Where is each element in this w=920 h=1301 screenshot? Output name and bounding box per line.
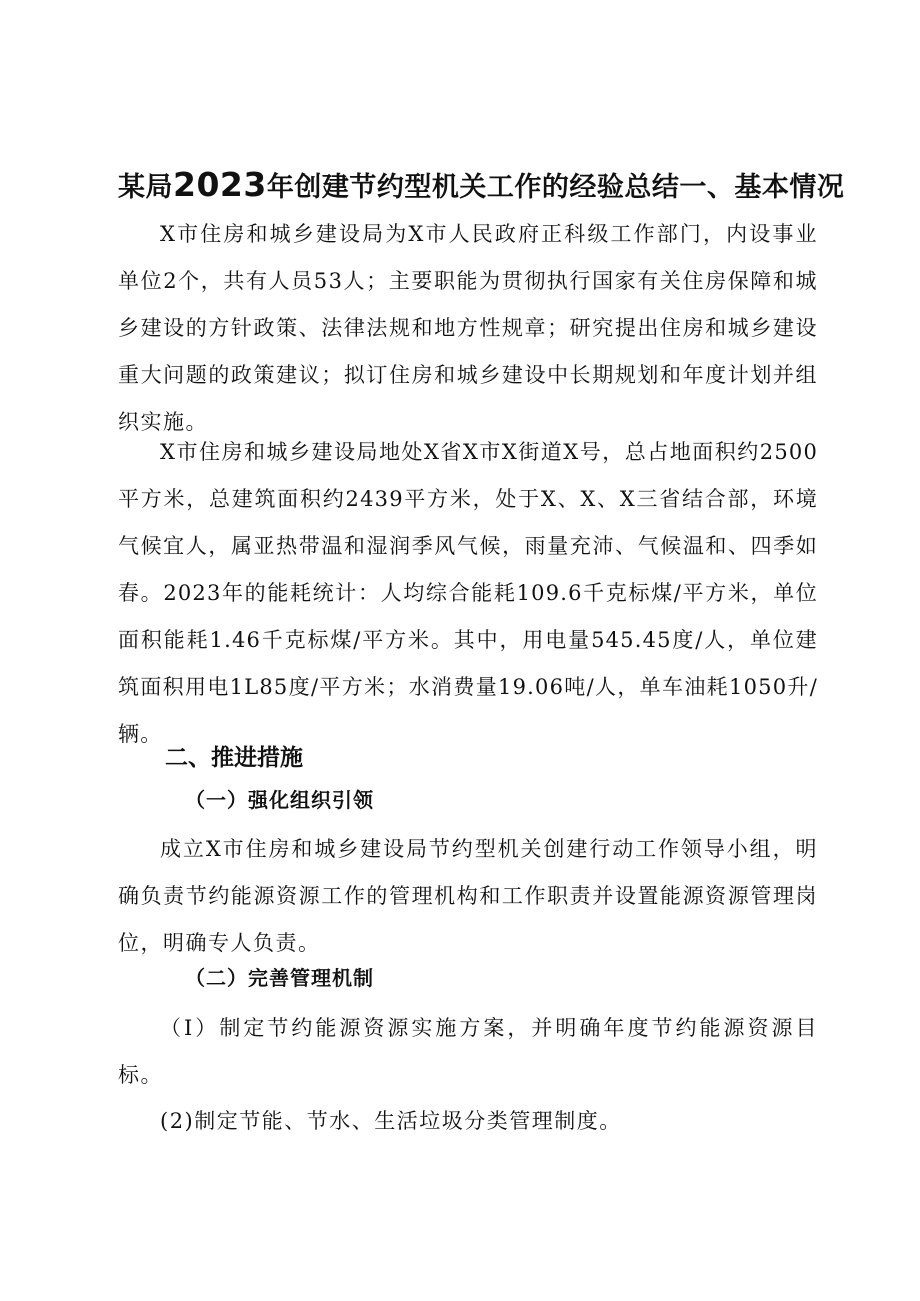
title-suffix: 年创建节约型机关工作的经验总结一、基本情况 bbox=[266, 172, 845, 203]
subsection-heading-mechanism: （二）完善管理机制 bbox=[185, 966, 374, 990]
title-prefix: 某局 bbox=[118, 172, 173, 203]
list-item-rules: (2)制定节能、节水、生活垃圾分类管理制度。 bbox=[160, 1109, 622, 1133]
document-title bbox=[118, 163, 845, 210]
list-item-plan: （I）制定节约能源资源实施方案，并明确年度节约能源资源目标。 bbox=[118, 1016, 818, 1087]
section-heading-measures: 二、推进措施 bbox=[165, 745, 303, 771]
subsection-heading-organization: （一）强化组织引领 bbox=[185, 788, 374, 812]
paragraph-energy-stats: X市住房和城乡建设局地处X省X市X街道X号，总占地面积约2500平方米，总建筑面积约2439平方米，处于X、X、X三省结合部，环境气候宜人，属亚热带温和湿润季风气候，雨量充沛、气候温和、四季如春。2023年的能耗统计：人均综合能耗109.6千克标煤/平方米，单位面积能耗1.46千克标煤/平方米。其中，用电量545.45度/人，单位建筑面积用电1L85度/平方米；水消费量19.06吨/人，单车油耗1050升/辆。 bbox=[118, 440, 818, 746]
paragraph-organization: 成立X市住房和城乡建设局节约型机关创建行动工作领导小组，明确负责节约能源资源工作的管理机构和工作职责并设置能源资源管理岗位，明确专人负责。 bbox=[118, 837, 818, 955]
paragraph-basic-info: X市住房和城乡建设局为X市人民政府正科级工作部门，内设事业单位2个，共有人员53人；主要职能为贯彻执行国家有关住房保障和城乡建设的方针政策、法律法规和地方性规章；研究提出住房和城乡建设重大问题的政策建议；拟订住房和城乡建设中长期规划和年度计划并组织实施。 bbox=[118, 222, 818, 434]
title-year: 2023 bbox=[173, 165, 267, 204]
